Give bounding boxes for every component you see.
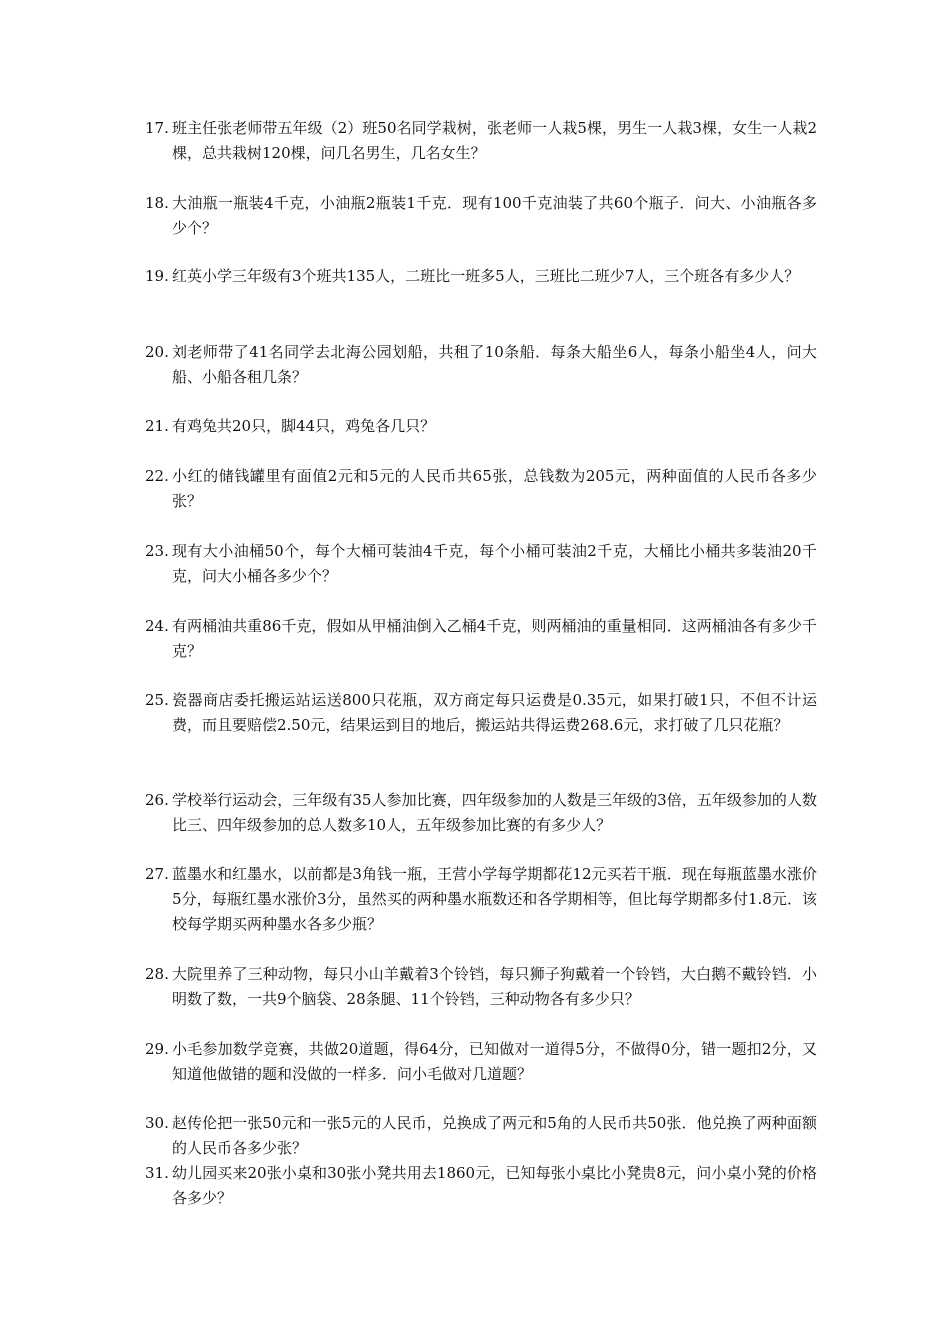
problem-text: 赵传伦把一张50元和一张5元的人民币，兑换成了两元和5角的人民币共50张．他兑换了两种面额的人民币各多少张？ — [172, 1114, 817, 1157]
problem-22 — [145, 464, 817, 514]
problem-text: 大油瓶一瓶装4千克，小油瓶2瓶装1千克．现有100千克油装了共60个瓶子．问大、小油瓶各多少个？ — [172, 194, 817, 237]
problem-29 — [145, 1037, 817, 1087]
problem-number: 26. — [145, 791, 169, 809]
problem-number: 20. — [145, 343, 169, 361]
problem-30 — [145, 1111, 817, 1161]
problem-text: 班主任张老师带五年级（2）班50名同学栽树，张老师一人栽5棵，男生一人栽3棵，女生一人栽2棵，总共栽树120棵，问几名男生，几名女生？ — [172, 119, 817, 162]
problem-28 — [145, 962, 817, 1012]
problem-number: 23. — [145, 542, 169, 560]
problem-20 — [145, 340, 817, 390]
problem-number: 19. — [145, 267, 169, 285]
problem-31 — [145, 1161, 817, 1211]
problem-26 — [145, 788, 817, 838]
problem-number: 27. — [145, 865, 169, 883]
problem-24 — [145, 614, 817, 664]
problem-number: 30. — [145, 1114, 169, 1132]
problem-number: 17. — [145, 119, 169, 137]
problem-text: 蓝墨水和红墨水，以前都是3角钱一瓶，王营小学每学期都花12元买若干瓶．现在每瓶蓝墨水涨价5分，每瓶红墨水涨价3分，虽然买的两种墨水瓶数还和各学期相等，但比每学期都多付1.8元．该校每学期买两种墨水各多少瓶？ — [172, 865, 817, 933]
problem-18 — [145, 191, 817, 241]
problem-23 — [145, 539, 817, 589]
problem-number: 24. — [145, 617, 169, 635]
problem-text: 有鸡兔共20只，脚44只，鸡兔各几只？ — [172, 417, 436, 435]
problem-number: 31. — [145, 1164, 169, 1182]
problem-number: 22. — [145, 467, 169, 485]
problem-21 — [145, 414, 817, 439]
problem-text: 学校举行运动会，三年级有35人参加比赛，四年级参加的人数是三年级的3倍，五年级参加的人数比三、四年级参加的总人数多10人，五年级参加比赛的有多少人？ — [172, 791, 817, 834]
problem-number: 21. — [145, 417, 169, 435]
problem-number: 18. — [145, 194, 169, 212]
problem-text: 现有大小油桶50个，每个大桶可装油4千克，每个小桶可装油2千克，大桶比小桶共多装油20千克，问大小桶各多少个？ — [172, 542, 817, 585]
problem-text: 刘老师带了41名同学去北海公园划船，共租了10条船．每条大船坐6人，每条小船坐4人，问大船、小船各租几条？ — [172, 343, 817, 386]
problem-text: 小毛参加数学竞赛，共做20道题，得64分，已知做对一道得5分，不做得0分，错一题扣2分，又知道他做错的题和没做的一样多．问小毛做对几道题？ — [172, 1040, 817, 1083]
problem-17 — [145, 116, 817, 166]
problem-text: 有两桶油共重86千克，假如从甲桶油倒入乙桶4千克，则两桶油的重量相同．这两桶油各有多少千克？ — [172, 617, 817, 660]
problem-27 — [145, 862, 817, 937]
problem-number: 29. — [145, 1040, 169, 1058]
problem-number: 28. — [145, 965, 169, 983]
problem-text: 红英小学三年级有3个班共135人，二班比一班多5人，三班比二班少7人，三个班各有多少人？ — [172, 267, 800, 285]
problem-text: 幼儿园买来20张小桌和30张小凳共用去1860元，已知每张小桌比小凳贵8元，问小桌小凳的价格各多少？ — [172, 1164, 817, 1207]
problem-text: 大院里养了三种动物，每只小山羊戴着3个铃铛，每只狮子狗戴着一个铃铛，大白鹅不戴铃铛．小明数了数，一共9个脑袋、28条腿、11个铃铛，三种动物各有多少只？ — [172, 965, 817, 1008]
problem-text: 瓷器商店委托搬运站运送800只花瓶，双方商定每只运费是0.35元，如果打破1只，不但不计运费，而且要赔偿2.50元，结果运到目的地后，搬运站共得运费268.6元，求打破了几只花瓶？ — [172, 691, 817, 734]
problem-25 — [145, 688, 817, 738]
problem-number: 25. — [145, 691, 169, 709]
problem-text: 小红的储钱罐里有面值2元和5元的人民币共65张，总钱数为205元，两种面值的人民币各多少张？ — [172, 467, 817, 510]
problem-19 — [145, 264, 817, 289]
